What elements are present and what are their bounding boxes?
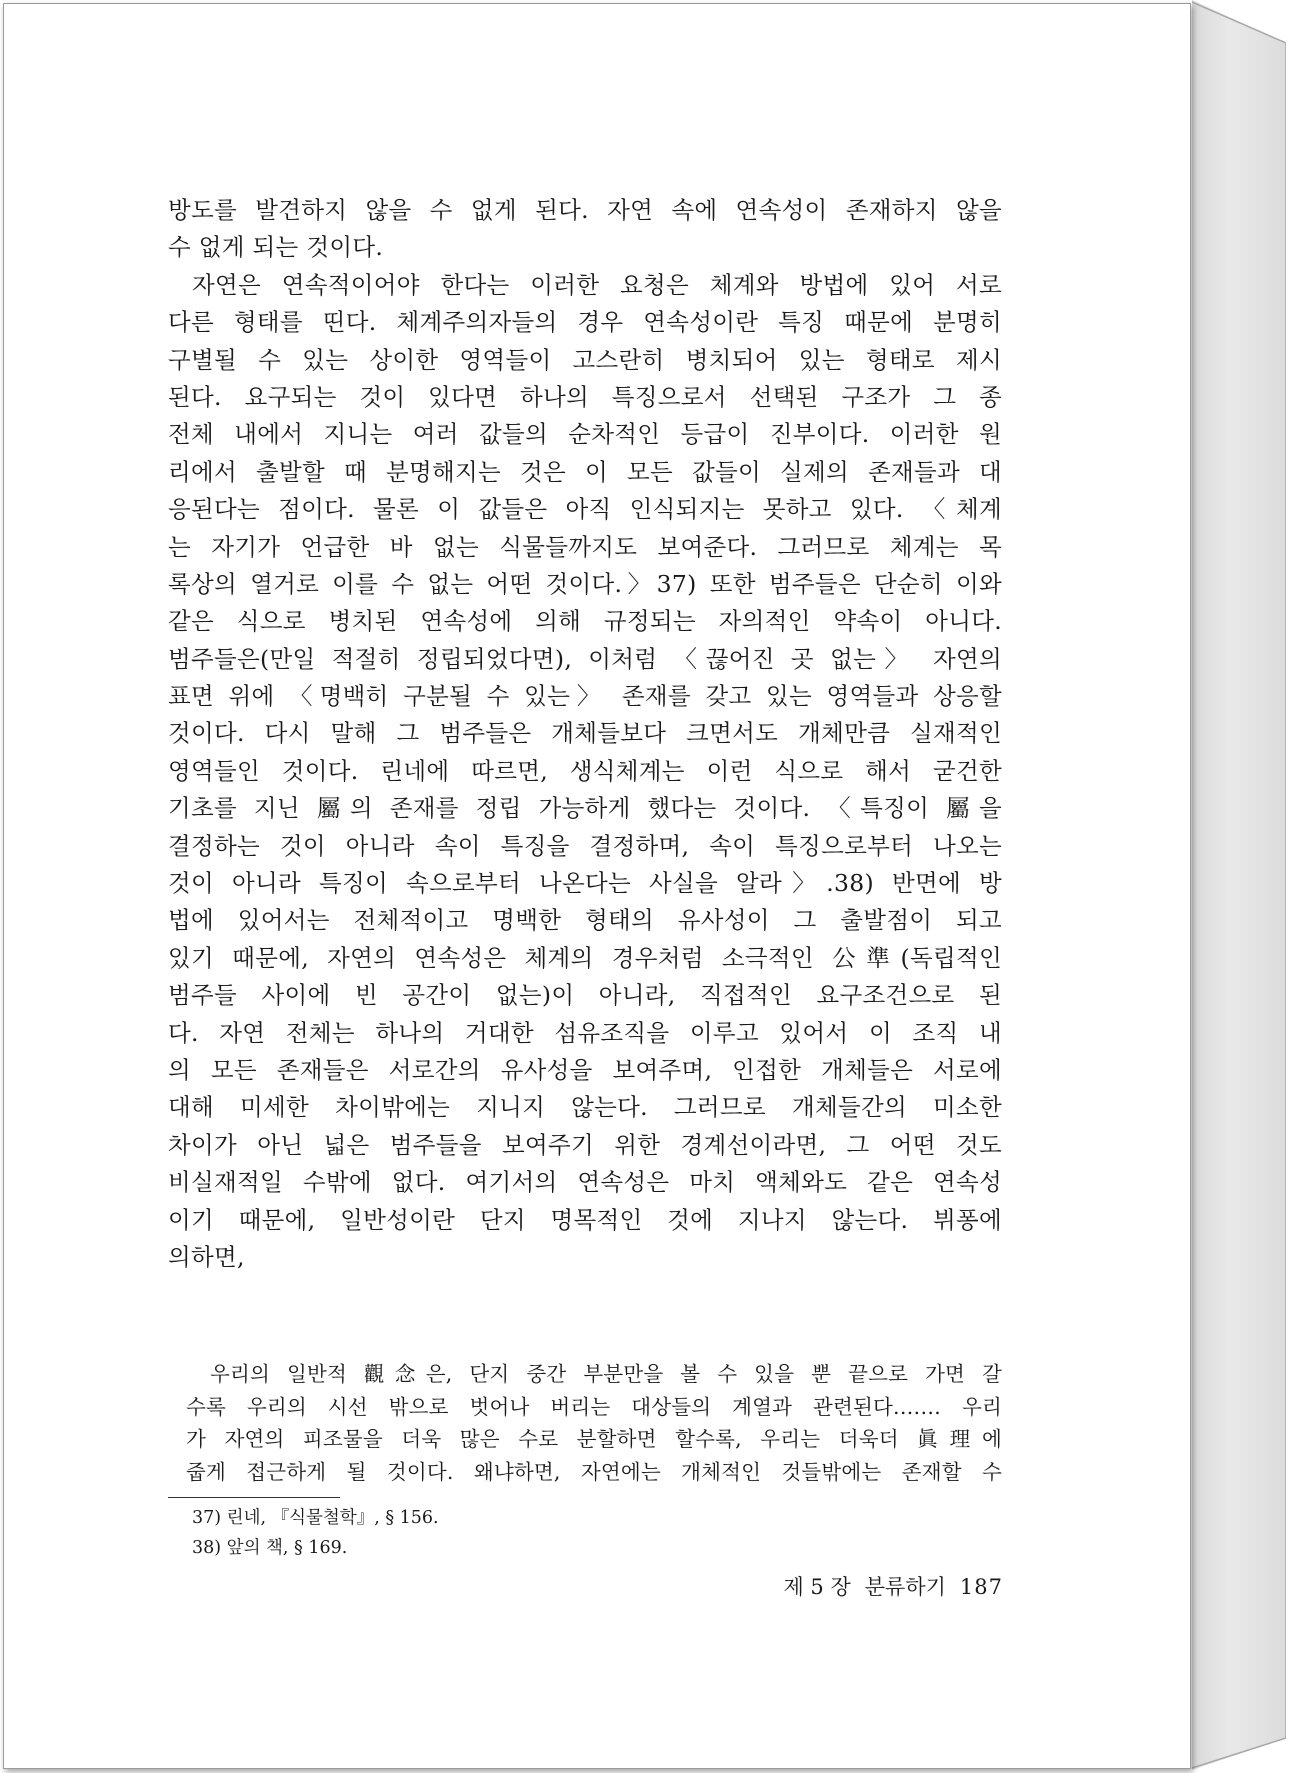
text-line: 다. 자연 전체는 하나의 거대한 섬유조직을 이루고 있어서 이 조직 내 [168, 1018, 1002, 1047]
text-line: 방도를 발견하지 않을 수 없게 된다. 자연 속에 연속성이 존재하지 않을 [168, 196, 1002, 224]
block-quote [186, 1358, 1002, 1488]
text-line: 표면 위에 〈명백히 구분될 수 있는〉 존재를 갖고 있는 영역들과 상응할 [168, 682, 1002, 711]
text-line: 된다. 요구되는 것이 있다면 하나의 특징으로서 선택된 구조가 그 종 [168, 382, 1002, 411]
text-line: 는 자기가 언급한 바 없는 식물들까지도 보여준다. 그러므로 체계는 목 [168, 532, 1002, 561]
footnotes [192, 1503, 439, 1563]
text-line: 의하면, [168, 1242, 245, 1271]
text-line: 결정하는 것이 아니라 속이 특징을 결정하며, 속이 특징으로부터 나오는 [168, 831, 1002, 860]
text-line: 리에서 출발할 때 분명해지는 것은 이 모든 값들이 실제의 존재들과 대 [168, 457, 1002, 486]
text-line: 의 모든 존재들은 서로간의 유사성을 보여주며, 인접한 개체들은 서로에 [168, 1055, 1002, 1084]
text-line: 범주들은(만일 적절히 정립되었다면), 이처럼 〈끊어진 곳 없는〉 자연의 [168, 644, 1002, 673]
quote-line: 가 자연의 피조물을 더욱 많은 수로 분할하면 할수록, 우리는 더욱더 眞理에 [186, 1427, 1002, 1451]
text-line: 응된다는 점이다. 물론 이 값들은 아직 인식되지는 못하고 있다. 〈체계 [168, 495, 1002, 524]
text-line: 영역들인 것이다. 린네에 따르면, 생식체계는 이런 식으로 해서 굳건한 [168, 756, 1002, 785]
footnote-38: 38) 앞의 책, § 169. [192, 1538, 348, 1558]
text-line: 같은 식으로 병치된 연속성에 의해 규정되는 자의적인 약속이 아니다. [168, 607, 1002, 636]
running-footer [720, 1573, 1003, 1601]
chapter-label: 제 5 장 [783, 1575, 851, 1599]
body-text [168, 192, 1002, 1276]
text-line: 기초를 지닌 屬의 존재를 정립 가능하게 했다는 것이다. 〈특징이 屬을 [168, 794, 1002, 823]
chapter-title: 분류하기 [864, 1575, 946, 1599]
text-line: 있기 때문에, 자연의 연속성은 체계의 경우처럼 소극적인 公準(독립적인 [168, 943, 1002, 972]
quote-line: 수록 우리의 시선 밖으로 벗어나 버리는 대상들의 계열과 관련된다.…… 우리 [186, 1394, 1002, 1419]
text-line: 비실재적일 수밖에 없다. 여기서의 연속성은 마치 액체와도 같은 연속성 [168, 1168, 1002, 1197]
text-line: 전체 내에서 지니는 여러 값들의 순차적인 등급이 진부이다. 이러한 원 [168, 420, 1002, 449]
text-line: 것이다. 다시 말해 그 범주들은 개체들보다 크면서도 개체만큼 실재적인 [168, 719, 1002, 748]
footnote-divider [168, 1497, 340, 1498]
footnote-37: 37) 린네, 『식물철학』, § 156. [192, 1508, 439, 1528]
text-line: 이기 때문에, 일반성이란 단지 명목적인 것에 지나지 않는다. 뷔퐁에 [168, 1205, 1002, 1234]
text-line: 록상의 열거로 이를 수 없는 어떤 것이다.〉37) 또한 범주들은 단순히 이와 [168, 569, 1002, 598]
text-line: 범주들 사이에 빈 공간이 없는)이 아니라, 직접적인 요구조건으로 된 [168, 981, 1002, 1010]
book-side-edge [1192, 0, 1286, 1770]
quote-line: 우리의 일반적 觀念은, 단지 중간 부분만을 볼 수 있을 뿐 끝으로 가면 갈 [210, 1362, 1002, 1386]
text-line: 수 없게 되는 것이다. [168, 233, 384, 262]
text-line: 법에 있어서는 전체적이고 명백한 형태의 유사성이 그 출발점이 되고 [168, 906, 1002, 935]
text-line: 것이 아니라 특징이 속으로부터 나온다는 사실을 알라〉.38) 반면에 방 [168, 869, 1002, 898]
text-line: 다른 형태를 띤다. 체계주의자들의 경우 연속성이란 특징 때문에 분명히 [168, 308, 1002, 337]
text-line: 구별될 수 있는 상이한 영역들이 고스란히 병치되어 있는 형태로 제시 [168, 345, 1002, 374]
page-number: 187 [959, 1575, 1003, 1599]
quote-line: 줍게 접근하게 될 것이다. 왜냐하면, 자연에는 개체적인 것들밖에는 존재할 수 [186, 1459, 1002, 1484]
text-line: 차이가 아닌 넓은 범주들을 보여주기 위한 경계선이라면, 그 어떤 것도 [168, 1130, 1002, 1159]
text-line: 대해 미세한 차이밖에는 지니지 않는다. 그러므로 개체들간의 미소한 [168, 1093, 1002, 1122]
text-line: 자연은 연속적이어야 한다는 이러한 요청은 체계와 방법에 있어 서로 [192, 270, 1002, 299]
